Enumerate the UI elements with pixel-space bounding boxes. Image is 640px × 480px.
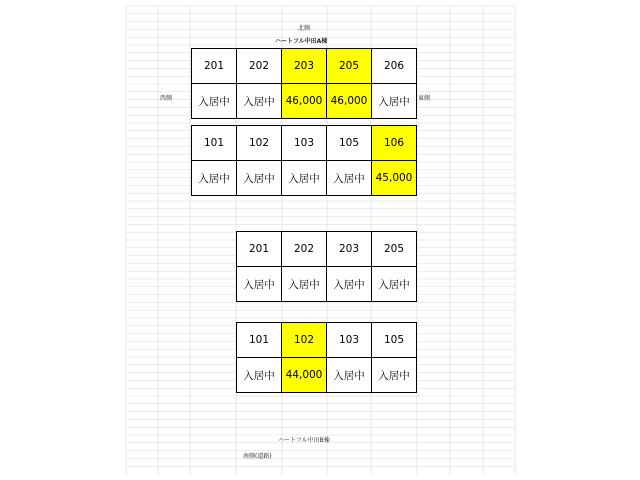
room-number: 103 [327, 323, 372, 358]
vacant-rent: 46,000 [327, 84, 372, 119]
occupied-status: 入居中 [372, 358, 417, 393]
building-b-floor2-table [236, 231, 417, 302]
room-number: 103 [282, 126, 327, 161]
building-a-title: ハートフル中田A棟 [275, 38, 328, 45]
room-number: 102 [282, 323, 327, 358]
room-number: 206 [372, 49, 417, 84]
occupied-status: 入居中 [237, 84, 282, 119]
occupied-status: 入居中 [327, 358, 372, 393]
room-number: 101 [192, 126, 237, 161]
building-a-floor1-table [191, 125, 417, 196]
west-label: 西側 [160, 95, 173, 102]
room-number: 203 [327, 232, 372, 267]
vacant-rent: 46,000 [282, 84, 327, 119]
occupied-status: 入居中 [327, 161, 372, 196]
east-label: 東側 [418, 95, 431, 102]
vacant-rent: 44,000 [282, 358, 327, 393]
room-number: 205 [327, 49, 372, 84]
occupied-status: 入居中 [192, 84, 237, 119]
room-number: 202 [282, 232, 327, 267]
occupied-status: 入居中 [237, 267, 282, 302]
room-number: 105 [327, 126, 372, 161]
room-number: 102 [237, 126, 282, 161]
vacant-rent: 45,000 [372, 161, 417, 196]
room-number: 203 [282, 49, 327, 84]
occupied-status: 入居中 [372, 267, 417, 302]
room-number: 106 [372, 126, 417, 161]
building-b-floor1-table [236, 322, 417, 393]
room-number: 101 [237, 323, 282, 358]
room-number: 201 [237, 232, 282, 267]
occupied-status: 入居中 [237, 161, 282, 196]
occupied-status: 入居中 [282, 267, 327, 302]
south-label: 南側(道路) [243, 453, 272, 460]
north-label: 北側 [298, 25, 311, 32]
room-number: 105 [372, 323, 417, 358]
room-number: 205 [372, 232, 417, 267]
building-b-title: ハートフル中田B棟 [278, 437, 330, 444]
occupied-status: 入居中 [327, 267, 372, 302]
room-number: 202 [237, 49, 282, 84]
building-a-floor2-table [191, 48, 417, 119]
room-number: 201 [192, 49, 237, 84]
occupied-status: 入居中 [192, 161, 237, 196]
occupied-status: 入居中 [372, 84, 417, 119]
occupied-status: 入居中 [282, 161, 327, 196]
occupied-status: 入居中 [237, 358, 282, 393]
